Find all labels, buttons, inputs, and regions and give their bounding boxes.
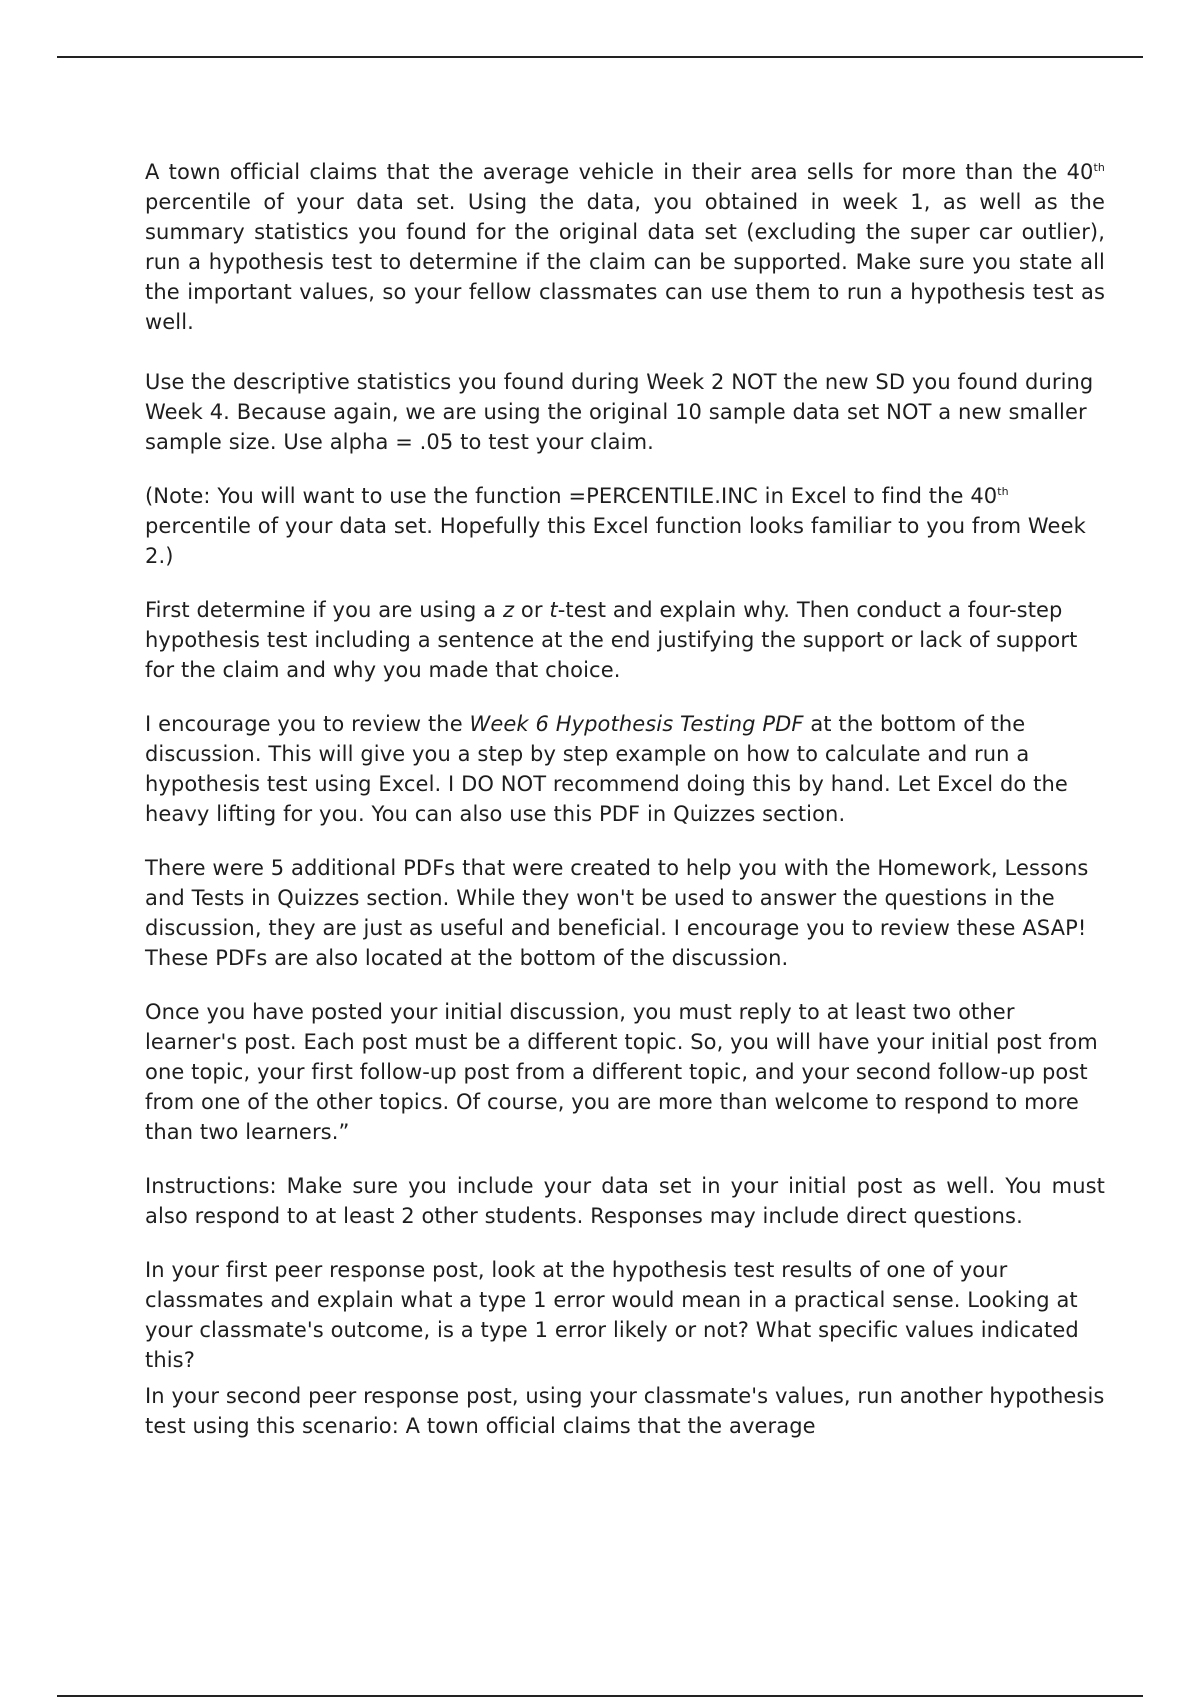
paragraph-review-pdf: I encourage you to review the Week 6 Hypothesis Testing PDF at the bottom of the discussion. This will give you a step by step example on how to calculate and run a hypothesis test using Excel. I DO NOT recommend doing this by hand. Let Excel do the heavy lifting for you. You can also use this PDF in Quizzes section.: [145, 712, 1068, 826]
paragraph-note: (Note: You will want to use the function =PERCENTILE.INC in Excel to find the 40th percentile of your data set. Hopefully this Excel function looks familiar to you from Week 2.): [145, 484, 1086, 568]
paragraph-claim: A town official claims that the average vehicle in their area sells for more than the 40th percentile of your data set. Using the data, you obtained in week 1, as well as the summary statistics you found for the original data set (excluding the super car outlier), run a hypothesis test to determine if the claim can be supported. Make sure you state all the important values, so your fellow classmates can use them to run a hypothesis test as well.: [145, 160, 1105, 334]
bottom-rule: [57, 1695, 1143, 1697]
paragraph-test-type: First determine if you are using a z or t-test and explain why. Then conduct a four-step hypothesis test including a sentence at the end justifying the support or lack of support for the claim and why you made that choice.: [145, 598, 1078, 682]
paragraph-descriptive-stats: Use the descriptive statistics you found during Week 2 NOT the new SD you found during Week 4. Because again, we are using the original 10 sample data set NOT a new smaller sample size. Use alpha = .05 to test your claim.: [145, 370, 1094, 454]
paragraph-second-peer-response: In your second peer response post, using your classmate's values, run another hypothesis test using this scenario: A town official claims that the average: [145, 1384, 1105, 1438]
paragraph-additional-pdfs: There were 5 additional PDFs that were created to help you with the Homework, Lessons and Tests in Quizzes section. While they won't be used to answer the questions in the discussion, they are just as useful and beneficial. I encourage you to review these ASAP! These PDFs are also located at the bottom of the discussion.: [145, 856, 1089, 970]
pdf-title: Week 6 Hypothesis Testing PDF: [469, 712, 804, 736]
paragraph-first-peer-response: In your first peer response post, look at the hypothesis test results of one of your classmates and explain what a type 1 error would mean in a practical sense. Looking at your classmate's outcome, is a type 1 error likely or not? What specific values indicated this?: [145, 1258, 1079, 1372]
paragraph-instructions: Instructions: Make sure you include your data set in your initial post as well. You must also respond to at least 2 other students. Responses may include direct questions.: [145, 1174, 1105, 1228]
paragraph-replies: Once you have posted your initial discussion, you must reply to at least two other learner's post. Each post must be a different topic. So, you will have your initial post from one topic, your first follow-up post from a different topic, and your second follow-up post from one of the other topics. Of course, you are more than welcome to respond to more than two learners.”: [145, 1000, 1098, 1144]
top-rule: [57, 56, 1143, 58]
document-body: [145, 157, 1105, 1441]
